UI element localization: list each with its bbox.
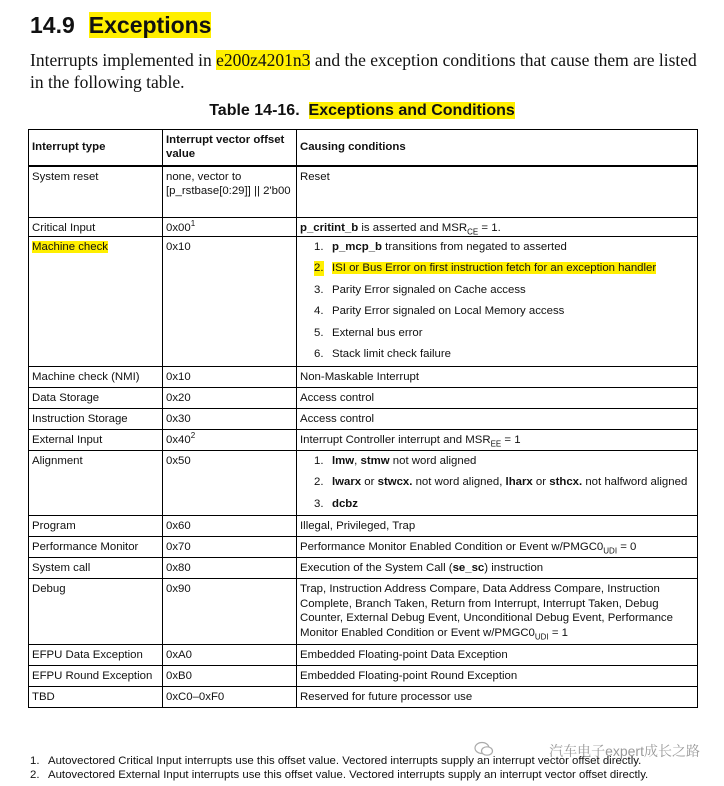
item-number: 1.	[314, 240, 324, 253]
cell-offset: 0xB0	[163, 666, 297, 687]
cell-cause: Access control	[297, 387, 698, 408]
table-caption	[0, 101, 724, 121]
cell-type: TBD	[29, 687, 163, 708]
intro-text-before: Interrupts implemented in	[30, 50, 217, 70]
footnote-text: Autovectored External Input interrupts use this offset value. Vectored interrupts supply an interrupt vector offset directly.	[48, 769, 649, 781]
cell-offset: 0x30	[163, 408, 297, 429]
instruction-name: dcbz	[332, 497, 358, 510]
item-text: External bus error	[332, 326, 423, 339]
wechat-icon	[474, 741, 494, 757]
cell-type	[29, 236, 163, 366]
cause-text-end: ) instruction	[484, 562, 544, 574]
cause-text-end: = 1	[501, 433, 521, 446]
item-number: 3.	[314, 497, 324, 510]
table-row	[29, 408, 698, 429]
list-item	[300, 454, 694, 469]
table-number: Table 14-16.	[209, 102, 300, 119]
footnote-ref: 1	[190, 219, 196, 229]
table-row	[29, 450, 698, 516]
item-text: not halfword aligned	[582, 476, 688, 488]
instruction-name: lwarx	[332, 476, 362, 488]
table-title: Exceptions and Conditions	[308, 102, 515, 119]
instruction-name: sthcx.	[549, 476, 583, 488]
footnote-text: Autovectored Critical Input interrupts use this offset value. Vectored interrupts supply an interrupt vector offset directly.	[48, 755, 642, 767]
table-row	[29, 236, 698, 366]
list-item	[300, 304, 694, 319]
footnote-number: 1.	[30, 755, 40, 767]
offset-value: 0x00	[166, 222, 191, 234]
header-vector-offset: Interrupt vector offset value	[163, 130, 297, 166]
table-row	[29, 516, 698, 537]
cell-type: Data Storage	[29, 387, 163, 408]
machine-check-conditions	[300, 240, 694, 362]
cell-offset	[163, 429, 297, 450]
list-item	[300, 497, 694, 512]
cause-subscript: EE	[490, 438, 502, 448]
cell-cause	[297, 429, 698, 450]
item-text: transitions from negated to asserted	[382, 240, 567, 253]
item-number: 1.	[314, 454, 324, 467]
cause-text: Execution of the System Call (	[300, 562, 453, 574]
cause-text: Interrupt Controller interrupt and MSR	[300, 433, 491, 446]
list-item	[300, 261, 694, 276]
list-item	[300, 240, 694, 255]
table-row	[29, 429, 698, 450]
cell-type: Critical Input	[29, 218, 163, 237]
cell-cause: Access control	[297, 408, 698, 429]
table-row	[29, 166, 698, 218]
cell-type: Instruction Storage	[29, 408, 163, 429]
cause-text-end: = 1.	[478, 222, 501, 234]
watermark: 汽车电子expert成长之路	[549, 743, 700, 759]
footnote-number: 2.	[30, 769, 40, 781]
cause-text: is asserted and MSR	[358, 222, 468, 234]
cell-offset	[163, 218, 297, 237]
list-item	[300, 326, 694, 341]
table-header-row	[29, 130, 698, 166]
cell-cause	[297, 450, 698, 516]
cell-offset: 0xA0	[163, 645, 297, 666]
cell-offset: 0x60	[163, 516, 297, 537]
cell-offset: none, vector to [p_rstbase[0:29]] || 2'b00	[163, 166, 297, 218]
cell-cause: Reset	[297, 166, 698, 218]
cell-cause	[297, 579, 698, 645]
table-row	[29, 666, 698, 687]
cell-cause: Embedded Floating-point Round Exception	[297, 666, 698, 687]
item-text: not word aligned	[389, 454, 477, 467]
cell-type: EFPU Round Exception	[29, 666, 163, 687]
highlighted-type: Machine check	[32, 240, 108, 253]
cell-type: Performance Monitor	[29, 537, 163, 558]
item-text: not word aligned,	[412, 476, 506, 488]
item-number: 4.	[314, 305, 324, 317]
table-row	[29, 687, 698, 708]
cause-subscript: UDI	[603, 546, 618, 556]
table-row	[29, 579, 698, 645]
header-interrupt-type: Interrupt type	[29, 130, 163, 166]
footnote-ref: 2	[190, 430, 196, 440]
intro-paragraph	[30, 49, 710, 93]
alignment-conditions	[300, 454, 694, 512]
cell-type: External Input	[29, 429, 163, 450]
item-number: 2.	[314, 262, 324, 274]
cell-type: Program	[29, 516, 163, 537]
cell-offset: 0x80	[163, 558, 297, 579]
cell-cause: Reserved for future processor use	[297, 687, 698, 708]
section-heading	[30, 10, 211, 40]
instruction-name: lharx	[505, 476, 533, 488]
cell-type: Debug	[29, 579, 163, 645]
item-text: ,	[354, 454, 361, 467]
cause-subscript: UDI	[534, 631, 549, 641]
table-row	[29, 387, 698, 408]
item-text: Parity Error signaled on Cache access	[332, 283, 526, 296]
cell-type: Alignment	[29, 450, 163, 516]
cell-offset: 0x20	[163, 387, 297, 408]
cell-cause	[297, 558, 698, 579]
instruction-name: stwcx.	[377, 476, 413, 488]
chip-name: e200z4201n3	[216, 50, 311, 70]
header-causing-conditions: Causing conditions	[297, 130, 698, 166]
cell-offset: 0x70	[163, 537, 297, 558]
instruction-name: lmw	[332, 454, 355, 467]
cell-offset: 0x90	[163, 579, 297, 645]
cell-type: EFPU Data Exception	[29, 645, 163, 666]
cause-subscript: CE	[467, 227, 479, 237]
cell-cause	[297, 218, 698, 237]
highlighted-item-text: ISI or Bus Error on first instruction fetch for an exception handler	[332, 262, 657, 274]
cause-text: Performance Monitor Enabled Condition or Event w/PMGC0	[300, 541, 604, 553]
table-row	[29, 366, 698, 387]
cell-offset: 0x50	[163, 450, 297, 516]
section-number: 14.9	[30, 12, 75, 38]
cell-type: System call	[29, 558, 163, 579]
list-item	[300, 347, 694, 362]
cause-text-end: = 0	[617, 541, 637, 553]
instruction-name: stmw	[360, 454, 390, 467]
cell-offset: 0xC0–0xF0	[163, 687, 297, 708]
cell-cause: Illegal, Privileged, Trap	[297, 516, 698, 537]
table-row	[29, 218, 698, 237]
cause-text-end: = 1	[548, 626, 568, 639]
footnote-2	[30, 768, 648, 782]
cell-offset: 0x10	[163, 236, 297, 366]
signal-name: p_critint_b	[300, 222, 359, 234]
list-item	[300, 475, 694, 490]
instruction-name: se_sc	[452, 562, 485, 574]
cell-cause: Non-Maskable Interrupt	[297, 366, 698, 387]
section-title: Exceptions	[88, 12, 212, 38]
list-item	[300, 283, 694, 298]
cell-cause: Embedded Floating-point Data Exception	[297, 645, 698, 666]
cell-offset: 0x10	[163, 366, 297, 387]
item-number: 5.	[314, 326, 324, 339]
item-number: 6.	[314, 348, 324, 360]
item-text: or	[361, 476, 378, 488]
cause-text: Trap, Instruction Address Compare, Data Address Compare, Instruction Complete, Branch Taken, Return from Interrupt, Interrupt Taken, Debug Counter, External Debug Event, Unconditional Debug Event, Performance Monitor Enabled Condition or Event w/PMGC0	[300, 583, 673, 639]
table-row	[29, 558, 698, 579]
signal-name: p_mcp_b	[332, 240, 383, 253]
item-number: 2.	[314, 476, 324, 488]
item-number: 3.	[314, 283, 324, 296]
exceptions-table	[28, 129, 698, 708]
cell-cause	[297, 537, 698, 558]
cell-cause	[297, 236, 698, 366]
table-row	[29, 537, 698, 558]
item-text: or	[532, 476, 550, 488]
offset-value: 0x40	[166, 433, 191, 446]
item-text: Stack limit check failure	[332, 348, 452, 360]
item-text: Parity Error signaled on Local Memory access	[332, 305, 565, 317]
intro-text-after: and the exception conditions that cause them are listed in the following table.	[30, 50, 697, 92]
cell-type: Machine check (NMI)	[29, 366, 163, 387]
table-row	[29, 645, 698, 666]
cell-type: System reset	[29, 166, 163, 218]
